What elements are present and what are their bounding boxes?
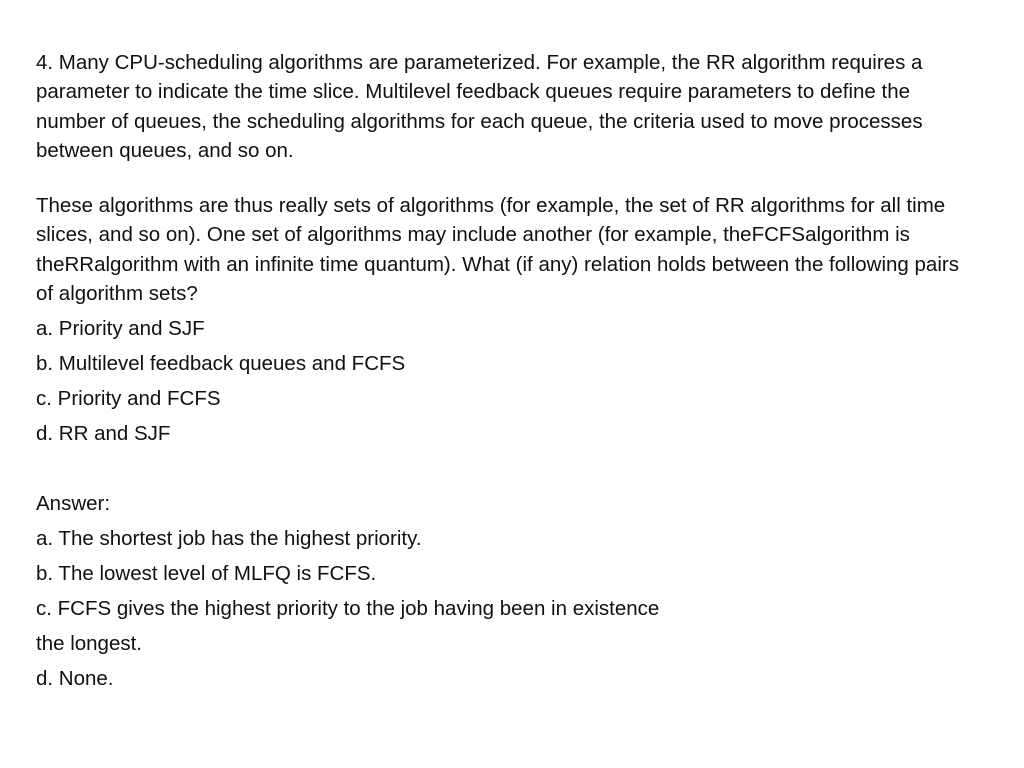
section-spacer [36,454,966,489]
answer-heading: Answer: [36,492,111,516]
answer-section [36,489,966,699]
answer-line-d: d. None. [36,667,114,691]
option-b: b. Multilevel feedback queues and FCFS [36,352,406,376]
option-d: d. RR and SJF [36,422,171,446]
document-page [36,48,966,699]
answer-line-c-continued: the longest. [36,632,142,656]
option-a: a. Priority and SJF [36,317,205,341]
answer-line-c: c. FCFS gives the highest priority to the job having been in existence [36,597,660,621]
question-paragraph-1: 4. Many CPU-scheduling algorithms are parameterized. For example, the RR algorithm requires a parameter to indicate the time slice. Multilevel feedback queues require parameters to deﬁne the number of queues, the scheduling algorithms for each queue, the criteria used to move processes between queues, and so on. [36,51,923,162]
option-c: c. Priority and FCFS [36,387,221,411]
answer-line-b: b. The lowest level of MLFQ is FCFS. [36,562,377,586]
answer-line-a: a. The shortest job has the highest priority. [36,527,422,551]
option-list [36,314,966,454]
question-paragraph-2: These algorithms are thus really sets of algorithms (for example, the set of RR algorithms for all time slices, and so on). One set of algorithms may include another (for example, theFCFSalgorithm is theRRalgorithm with an inﬁnite time quantum). What (if any) relation holds between the following pairs of algorithm sets? [36,194,959,306]
